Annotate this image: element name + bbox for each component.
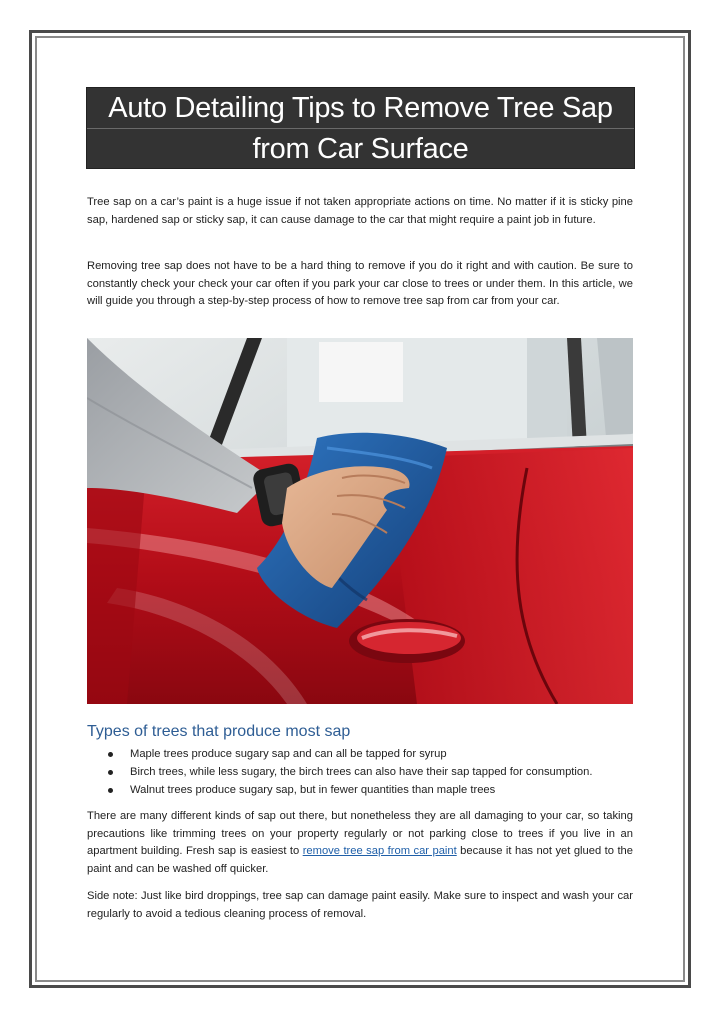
body-paragraph-4-text: Side note: Just like bird droppings, tree sap can damage paint easily. Make sure to inspect and wash your car regularly to avoid a tedious cleaning process of removal. [87, 890, 633, 920]
list-item-text: Maple trees produce sugary sap and can all be tapped for syrup [130, 748, 447, 760]
remove-tree-sap-link[interactable]: remove tree sap from car paint [302, 845, 457, 857]
intro-paragraph-2 [87, 258, 633, 311]
bullet-icon [108, 788, 113, 793]
car-detailing-photo [87, 338, 633, 704]
intro-paragraph-1-text: Tree sap on a car’s paint is a huge issue if not taken appropriate actions on time. No matter if it is sticky pine sap, hardened sap or sticky sap, it can cause damage to the car that might require a paint job in future. [87, 196, 633, 226]
list-item [87, 763, 633, 781]
page-title-line-1: Auto Detailing Tips to Remove Tree Sap [87, 88, 634, 129]
body-paragraph-3 [87, 808, 633, 878]
list-item [87, 745, 633, 763]
body-paragraph-3-part-2: because it has not yet glued to the paint and can be washed off quicker. [87, 845, 633, 875]
body-paragraph-3-text [87, 808, 633, 878]
intro-paragraph-1 [87, 194, 633, 229]
bullet-icon [108, 752, 113, 757]
trees-bullet-list [87, 745, 633, 799]
body-paragraph-4 [87, 888, 633, 923]
body-paragraph-3-part-1: There are many different kinds of sap out there, but nonetheless they are all damaging to your car, so taking precautions like trimming trees on your property regularly or not parking close to trees if you live in an apartment building. Fresh sap is easiest to [87, 810, 633, 857]
list-item [87, 781, 633, 799]
photo-illustration [87, 338, 633, 704]
page-title [86, 87, 635, 169]
bullet-icon [108, 770, 113, 775]
section-heading: Types of trees that produce most sap [87, 723, 351, 740]
list-item-text: Walnut trees produce sugary sap, but in fewer quantities than maple trees [130, 784, 496, 796]
intro-paragraph-2-text: Removing tree sap does not have to be a hard thing to remove if you do it right and with caution. Be sure to constantly check your check your car often if you park your car close to trees or under them. In this article, we will guide you through a step-by-step process of how to remove tree sap from car from your car. [87, 260, 633, 307]
page-title-line-2: from Car Surface [252, 133, 469, 165]
list-item-text: Birch trees, while less sugary, the birch trees can also have their sap tapped for consumption. [130, 766, 593, 778]
